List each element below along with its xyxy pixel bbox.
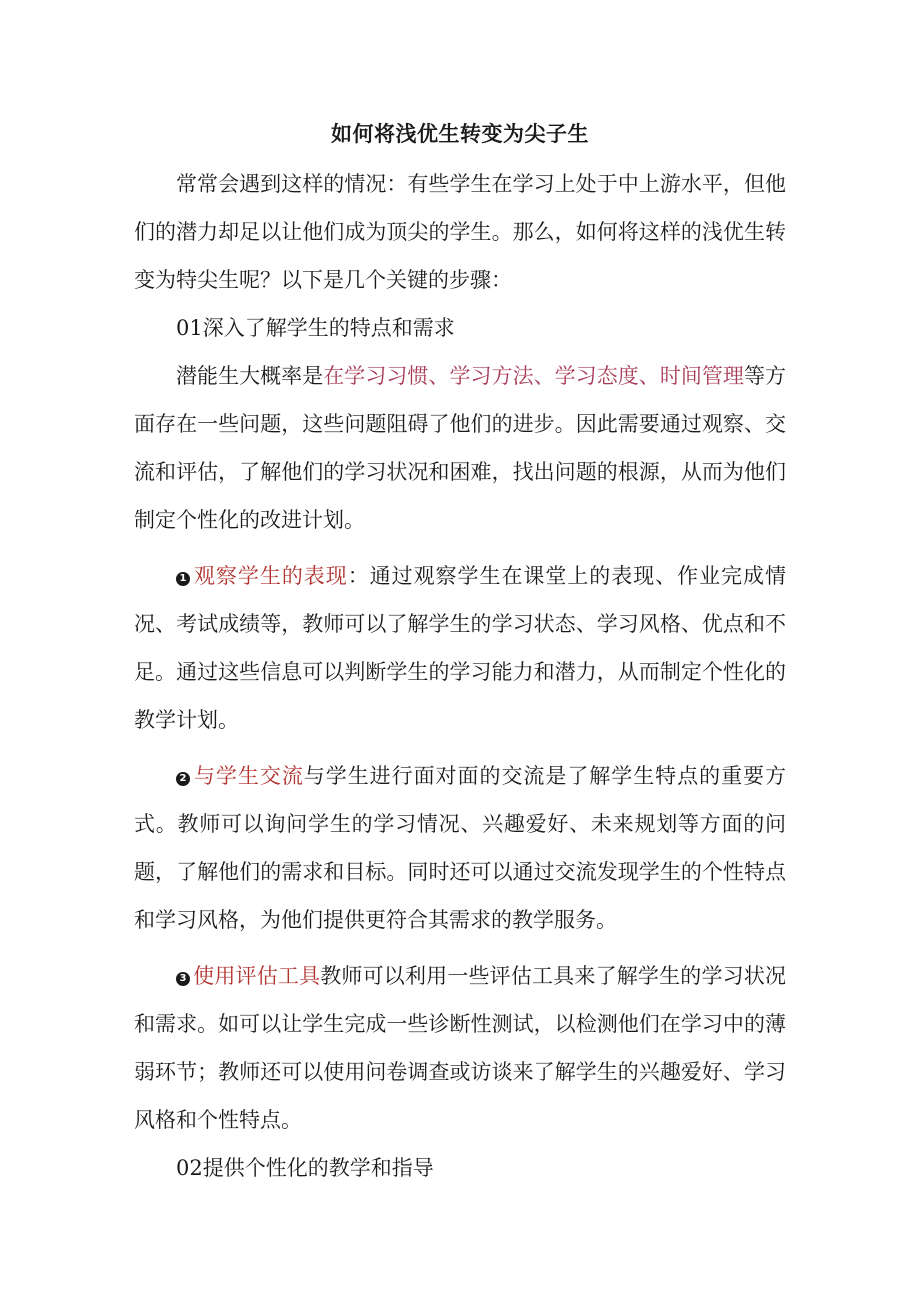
point-1-label: 观察学生的表现 bbox=[193, 564, 348, 588]
number-1-bullet-icon: 1 bbox=[176, 572, 190, 586]
section-1-para-prefix: 潜能生大概率是 bbox=[176, 364, 324, 388]
point-2-label: 与学生交流 bbox=[193, 764, 304, 788]
section-2-number: 02 bbox=[176, 1156, 203, 1180]
section-1-para-suffix: 等方面存在一些问题，这些问题阻碍了他们的进步。因此需要通过观察、交流和评估，了解他们的学习状况和困难，找出问题的根源，从而为他们制定个性化的改进计划。 bbox=[134, 364, 787, 532]
point-2-paragraph bbox=[134, 752, 786, 944]
point-1-paragraph bbox=[134, 552, 786, 744]
number-3-bullet-icon: 3 bbox=[176, 972, 190, 986]
point-3-text: 教师可以利用一些评估工具来了解学生的学习状况和需求。如可以让学生完成一些诊断性测试，以检测他们在学习中的薄弱环节；教师还可以使用问卷调查或访谈来了解学生的兴趣爱好、学习风格和个性特点。 bbox=[134, 964, 786, 1132]
point-1-text: ：通过观察学生在课堂上的表现、作业完成情况、考试成绩等，教师可以了解学生的学习状态、学习风格、优点和不足。通过这些信息可以判断学生的学习能力和潜力，从而制定个性化的教学计划。 bbox=[134, 564, 786, 732]
section-1-heading bbox=[134, 304, 786, 352]
point-3-paragraph bbox=[134, 952, 786, 1144]
document-title: 如何将浅优生转变为尖子生 bbox=[331, 122, 589, 146]
point-2-text: 与学生进行面对面的交流是了解学生特点的重要方式。教师可以询问学生的学习情况、兴趣爱好、未来规划等方面的问题，了解他们的需求和目标。同时还可以通过交流发现学生的个性特点和学习风格，为他们提供更符合其需求的教学服务。 bbox=[134, 764, 787, 932]
number-2-bullet-icon: 2 bbox=[176, 772, 190, 786]
section-1-number: 01 bbox=[176, 316, 203, 340]
section-2-title: 提供个性化的教学和指导 bbox=[202, 1156, 434, 1180]
section-1-paragraph bbox=[134, 352, 786, 544]
section-2-heading bbox=[134, 1144, 786, 1192]
section-1-title: 深入了解学生的特点和需求 bbox=[202, 316, 455, 340]
intro-paragraph: 常常会遇到这样的情况：有些学生在学习上处于中上游水平，但他们的潜力却足以让他们成为顶尖的学生。那么，如何将这样的浅优生转变为特尖生呢？以下是几个关键的步骤： bbox=[134, 172, 786, 292]
point-3-label: 使用评估工具 bbox=[193, 964, 321, 988]
section-1-para-highlight: 在学习习惯、学习方法、学习态度、时间管理 bbox=[323, 364, 744, 388]
